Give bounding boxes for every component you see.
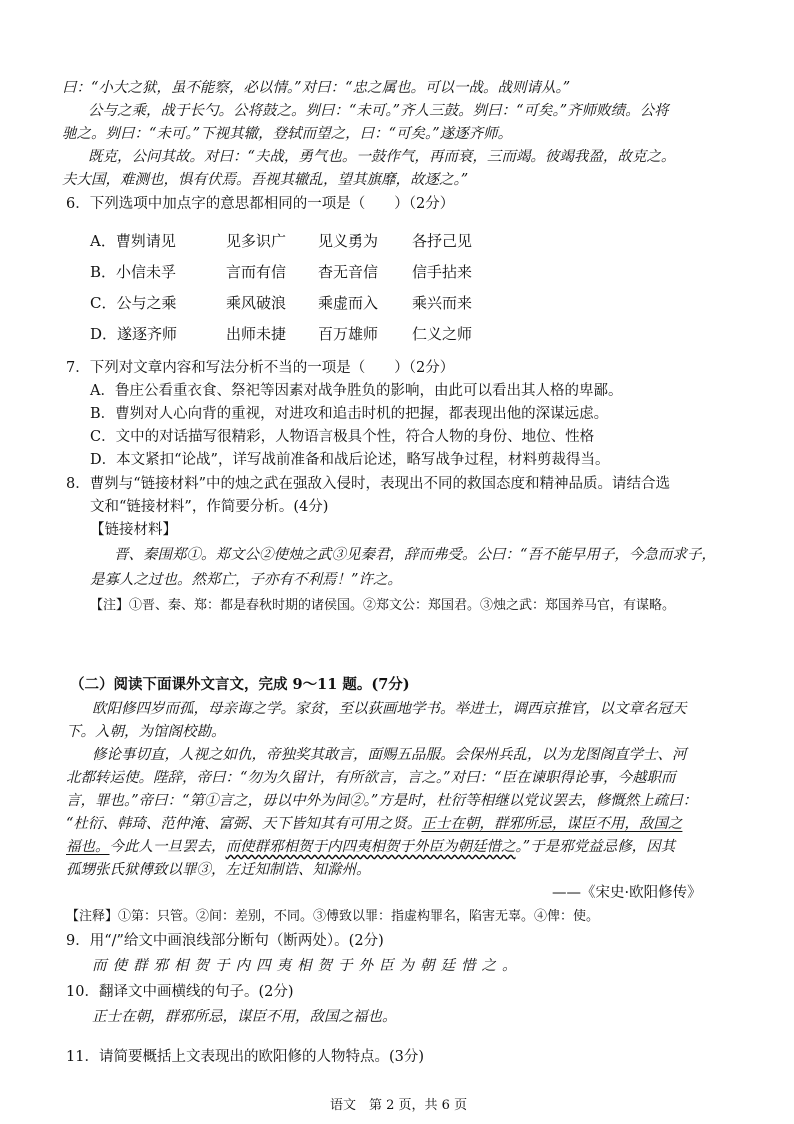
link-material-note: 【注】①晋、秦、郑：都是春秋时期的诸侯国。②郑文公：郑国君。③烛之武：郑国养马官，有谋略。 (90, 598, 676, 613)
section2-para1-line2: 下。入朝，为馆阁校勘。 (66, 724, 226, 740)
passage1-line3: 驰之。刿曰：“未可。”下视其辙，登轼而望之，曰：“可矣。”遂逐齐师。 (62, 126, 513, 142)
section2-para2-line4 (66, 814, 682, 834)
q6-option-b-label: B．小信未孚 (90, 263, 177, 281)
section2-line4-plain: “杜衍、韩琦、范仲淹、富弼、天下皆知其有可用之贤。 (66, 816, 422, 832)
wavy-underlined-sentence: 而使群邪相贺于内四夷相贺于外臣为朝廷惜之 (225, 839, 516, 855)
q6-option-b-word4: 信手拈来 (412, 263, 473, 281)
link-material-title: 【链接材料】 (90, 522, 177, 538)
passage1-line4: 既克，公问其故。对曰：“夫战，勇气也。一鼓作气，再而衰，三而竭。彼竭我盈，故克之。 (88, 149, 676, 165)
q7-option-d: D．本文紧扣“论战”，详写战前准备和战后论述，略写战争过程，材料剪裁得当。 (90, 452, 610, 468)
question-9-text: 而使群邪相贺于内四夷相贺于外臣为朝廷惜之。 (92, 958, 523, 974)
question-8-stem-line1: 8．曹刿与“链接材料”中的烛之武在强敌入侵时，表现出不同的救国态度和精神品质。请结合选 (66, 476, 671, 492)
q7-option-b: B．曹刿对人心向背的重视，对进攻和追击时机的把握，都表现出他的深谋远虑。 (90, 406, 609, 422)
passage1-line2: 公与之乘，战于长勺。公将鼓之。刿曰：“未可。”齐人三鼓。刿曰：“可矣。”齐师败绩。公将 (88, 103, 669, 119)
question-11-stem: 11．请简要概括上文表现出的欧阳修的人物特点。(3分) (66, 1049, 424, 1065)
q7-option-c: C．文中的对话描写很精彩，人物语言极具个性，符合人物的身份、地位、性格 (90, 429, 595, 445)
q6-option-b-word2: 言而有信 (226, 263, 287, 281)
passage1-line5: 夫大国，难测也，惧有伏焉。吾视其辙乱，望其旗靡，故逐之。” (62, 172, 469, 188)
q6-option-a-label: A．曹刿请见 (90, 232, 176, 250)
q7-option-a: A．鲁庄公看重衣食、祭祀等因素对战争胜负的影响，由此可以看出其人格的卑鄙。 (90, 383, 623, 399)
q6-option-d-word4: 仁义之师 (412, 325, 473, 343)
section2-para2-line1: 修论事切直，人视之如仇，帝独奖其敢言，面赐五品服。会保州兵乱，以为龙图阁直学士、河 (92, 747, 687, 763)
question-10-text: 正士在朝，群邪所忌，谋臣不用，敌国之福也。 (92, 1009, 397, 1025)
q6-option-c-word3: 乘虚而入 (318, 294, 379, 312)
passage1-line1: 曰：“小大之狱，虽不能察，必以情。”对曰：“忠之属也。可以一战。战则请从。” (62, 80, 571, 96)
section2-notes: 【注释】①第：只管。②间：差别，不同。③傅致以罪：指虚构罪名，陷害无辜。④俾：使。 (66, 909, 600, 924)
q6-option-a-word4: 各抒己见 (412, 232, 473, 250)
section2-line5-plain: 今此人一旦罢去， (109, 839, 226, 855)
section2-para2-line3: 言，罪也。”帝曰：“第①言之，毋以中外为间②。”方是时，杜衍等相继以党议罢去，修慨然上疏曰： (66, 793, 698, 809)
question-10-stem: 10．翻译文中画横线的句子。(2分) (66, 984, 294, 1000)
link-material-line2: 是寡人之过也。然郑亡，子亦有不利焉！”许之。 (90, 572, 402, 588)
section2-para1-line1: 欧阳修四岁而孤，母亲诲之学。家贫，至以荻画地学书。举进士，调西京推官，以文章名冠天 (92, 701, 687, 717)
section2-para2-line2: 北都转运使。陛辞，帝曰：“勿为久留计，有所欲言，言之。”对曰：“臣在谏职得论事，今越职而 (66, 770, 676, 786)
q6-option-b-word3: 杳无音信 (318, 263, 379, 281)
question-8-stem-line2: 文和“链接材料”，作简要分析。(4分) (90, 499, 329, 515)
q6-option-c-label: C．公与之乘 (90, 294, 177, 312)
section2-para2-line6: 孤甥张氏狱傅致以罪③，左迁知制诰、知滁州。 (66, 862, 371, 878)
q6-option-c-word2: 乘风破浪 (226, 294, 287, 312)
underlined-sentence-part1: 正士在朝，群邪所忌，谋臣不用，敌国之 (421, 816, 683, 832)
q6-option-a-word2: 见多识广 (226, 232, 287, 250)
section2-line5-tail: 。”于是邪党益忌修，因其 (515, 839, 676, 855)
q6-option-d-word3: 百万雄师 (318, 325, 379, 343)
question-6-stem: 6．下列选项中加点字的意思都相同的一项是（ ）（2分） (66, 196, 455, 212)
question-7-stem: 7．下列对文章内容和写法分析不当的一项是（ ）（2分） (66, 360, 455, 376)
section-2-title: （二）阅读下面课外文言文，完成 9～11 题。(7分) (70, 676, 410, 693)
q6-option-c-word4: 乘兴而来 (412, 294, 473, 312)
source-citation: ——《宋史·欧阳修传》 (552, 885, 702, 901)
link-material-line1: 晋、秦围郑①。郑文公②使烛之武③见秦君，辞而弗受。公曰：“吾不能早用子，今急而求子， (114, 547, 716, 563)
q6-option-d-word2: 出师未捷 (226, 325, 287, 343)
q6-option-a-word3: 见义勇为 (318, 232, 379, 250)
underlined-sentence-part2: 福也。 (66, 839, 110, 855)
section2-para2-line5 (66, 837, 675, 857)
page-footer: 语文 第 2 页，共 6 页 (330, 1098, 468, 1113)
q6-option-d-label: D．遂逐齐师 (90, 325, 178, 343)
question-9-stem: 9．用“/”给文中画浪线部分断句（断两处）。(2分) (66, 933, 384, 949)
